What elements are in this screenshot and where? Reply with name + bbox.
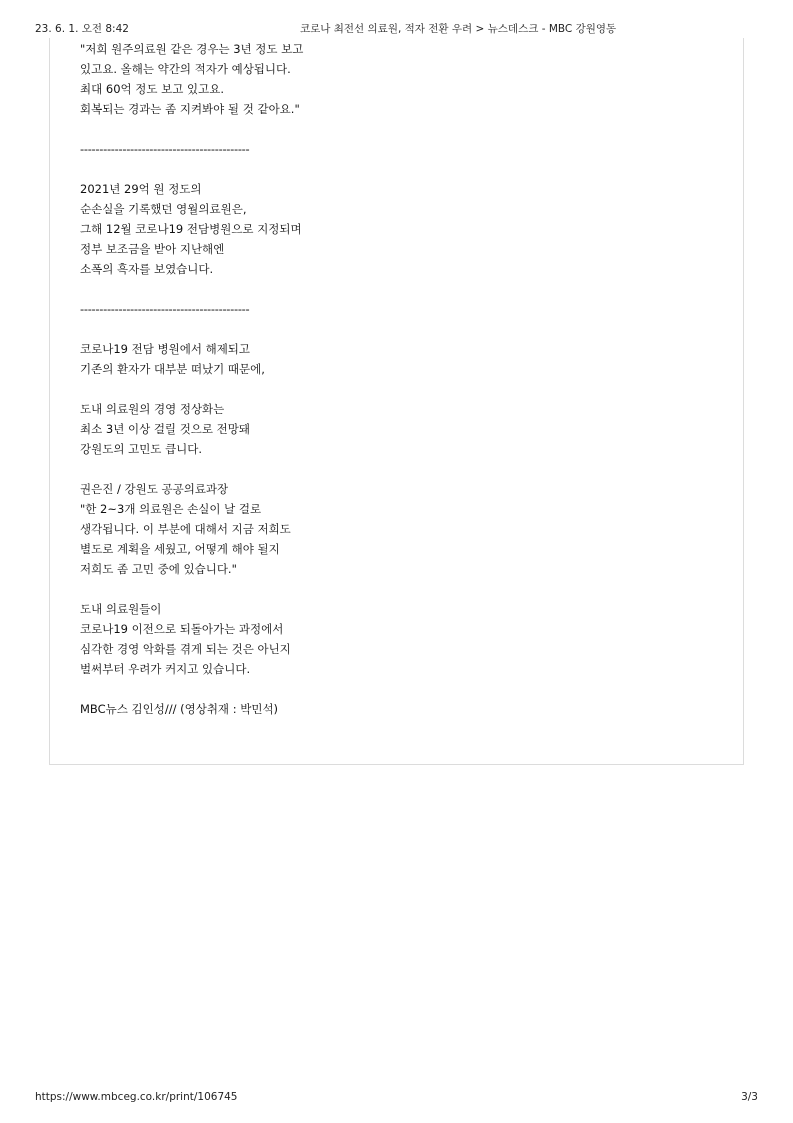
text-line: "저희 원주의료원 같은 경우는 3년 정도 보고 bbox=[80, 42, 304, 56]
text-line: 도내 의료원들이 bbox=[80, 602, 162, 616]
text-line: 2021년 29억 원 정도의 bbox=[80, 182, 202, 196]
text-line: 정부 보조금을 받아 지난해엔 bbox=[80, 242, 225, 256]
text-line: 기존의 환자가 대부분 떠났기 때문에, bbox=[80, 362, 265, 376]
text-line: 코로나19 이전으로 되돌아가는 과정에서 bbox=[80, 622, 284, 636]
print-timestamp: 23. 6. 1. 오전 8:42 bbox=[35, 23, 129, 35]
text-line: 별도로 계획을 세웠고, 어떻게 해야 될지 bbox=[80, 542, 280, 556]
text-line: 있고요. 올해는 약간의 적자가 예상됩니다. bbox=[80, 62, 291, 76]
print-url: https://www.mbceg.co.kr/print/106745 bbox=[35, 1091, 238, 1103]
article-signoff: MBC뉴스 김인성/// (영상취재 : 박민석) bbox=[80, 702, 279, 716]
paragraph-yeongwol bbox=[80, 179, 680, 279]
text-line: 회복되는 경과는 좀 지켜봐야 될 것 같아요." bbox=[80, 102, 300, 116]
text-line: 저희도 좀 고민 중에 있습니다." bbox=[80, 562, 237, 576]
section-separator: -------------------------------------------- bbox=[80, 302, 250, 316]
text-line: 심각한 경영 악화를 겪게 되는 것은 아닌지 bbox=[80, 642, 291, 656]
text-line: 강원도의 고민도 큽니다. bbox=[80, 442, 203, 456]
paragraph-conclusion bbox=[80, 599, 680, 679]
paragraph-interview-gangwon bbox=[80, 479, 680, 579]
text-line: 코로나19 전담 병원에서 해제되고 bbox=[80, 342, 251, 356]
text-line: 권은진 / 강원도 공공의료과장 bbox=[80, 482, 229, 496]
paragraph-interview-wonju bbox=[80, 39, 680, 119]
page-number: 3/3 bbox=[741, 1091, 758, 1103]
article-body bbox=[80, 39, 680, 719]
print-footer bbox=[35, 1091, 758, 1107]
print-header bbox=[35, 21, 758, 37]
text-line: 최소 3년 이상 걸릴 것으로 전망돼 bbox=[80, 422, 251, 436]
text-line: 최대 60억 정도 보고 있고요. bbox=[80, 82, 224, 96]
paragraph-hospital-release bbox=[80, 339, 680, 379]
paragraph-normalization bbox=[80, 399, 680, 459]
text-line: 그해 12월 코로나19 전담병원으로 지정되며 bbox=[80, 222, 302, 236]
text-line: "한 2~3개 의료원은 손실이 날 걸로 bbox=[80, 502, 262, 516]
text-line: 벌써부터 우려가 커지고 있습니다. bbox=[80, 662, 251, 676]
text-line: 순손실을 기록했던 영월의료원은, bbox=[80, 202, 247, 216]
text-line: 도내 의료원의 경영 정상화는 bbox=[80, 402, 225, 416]
text-line: 소폭의 흑자를 보였습니다. bbox=[80, 262, 214, 276]
section-separator: -------------------------------------------- bbox=[80, 142, 250, 156]
print-page-title: 코로나 최전선 의료원, 적자 전환 우려 > 뉴스데스크 - MBC 강원영동 bbox=[300, 23, 617, 35]
text-line: 생각됩니다. 이 부분에 대해서 지금 저희도 bbox=[80, 522, 291, 536]
